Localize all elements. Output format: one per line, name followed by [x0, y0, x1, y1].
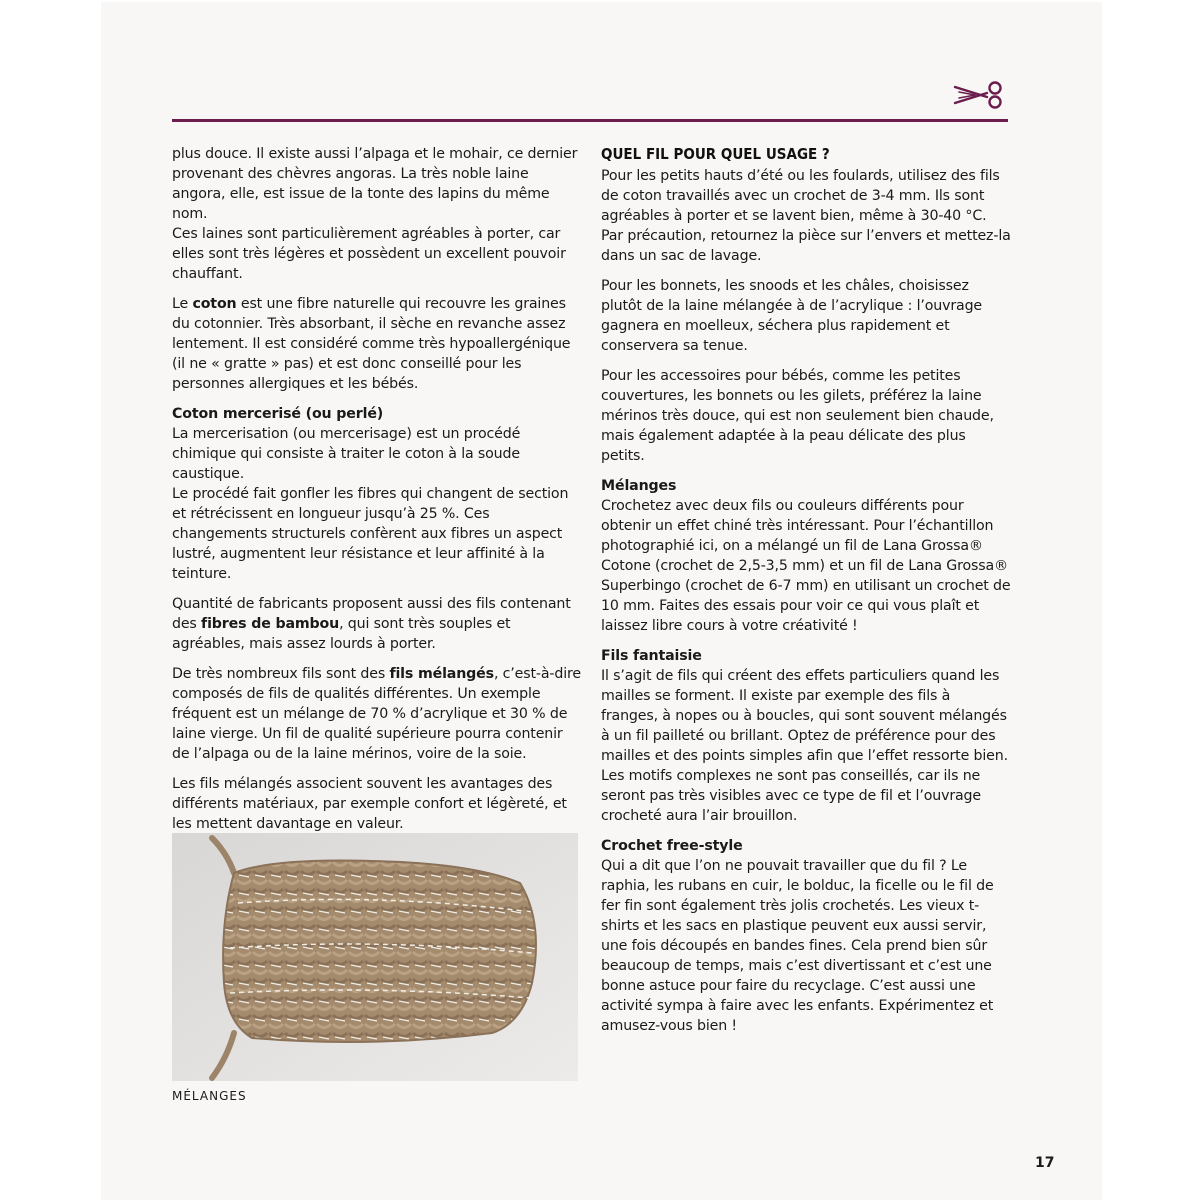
- paragraph: plus douce. Il existe aussi l’alpaga et le mohair, ce dernier provenant des chèvres angoras. La très noble laine angora, elle, est issue de la tonte des lapins du même nom. Ces laines sont particulièrement agréables à porter, car elles sont très légères et possèdent un excellent pouvoir chauffant.: [172, 146, 578, 282]
- crochet-swatch-photo: [172, 833, 578, 1081]
- page-number: 17: [1035, 1155, 1055, 1171]
- figure-caption: MÉLANGES: [172, 1089, 247, 1103]
- header-rule: [172, 119, 1008, 122]
- paragraph: Coton mercerisé (ou perlé) La mercerisation (ou mercerisage) est un procédé chimique qui consiste à traiter le coton à la soude caustique. Le procédé fait gonfler les fibres qui changent de section et rétrécissent en longueur jusqu’à 25 %. Ces changements structurels confèrent aux fibres un aspect lustré, augmentent leur résistance et leur affinité à la teinture.: [172, 404, 584, 584]
- scissors-icon: [953, 80, 1009, 110]
- subheading: Coton mercerisé (ou perlé): [172, 406, 384, 422]
- paragraph: Pour les petits hauts d’été ou les foulards, utilisez des fils de coton travaillés avec un crochet de 3-4 mm. Ils sont agréables à porter et se lavent bien, même à 30-40 °C. Par précaution, retournez la pièce sur l’envers et mettez-la dans un sac de lavage.: [601, 168, 1011, 264]
- paragraph: Pour les accessoires pour bébés, comme les petites couvertures, les bonnets ou les gilets, préférez la laine mérinos très douce, qui est non seulement bien chaude, mais également adaptée à la peau délicate des plus petits.: [601, 368, 994, 464]
- section-heading: QUEL FIL POUR QUEL USAGE ?: [601, 145, 830, 163]
- term-bambou: fibres de bambou: [201, 616, 340, 632]
- paragraph: Quantité de fabricants proposent aussi des fils contenant des fibres de bambou, qui sont très souples et agréables, mais assez lourds à porter.: [172, 596, 571, 652]
- paragraph: De très nombreux fils sont des fils mélangés, c’est-à-dire composés de fils de qualités différentes. Un exemple fréquent est un mélange de 70 % d’acrylique et 30 % de laine vierge. Un fil de qualité supérieure pourra contenir de l’alpaga ou de la laine mérinos, voire de la soie.: [172, 666, 581, 762]
- paragraph: Fils fantaisie Il s’agit de fils qui créent des effets particuliers quand les mailles se forment. Il existe par exemple des fils à franges, à nopes ou à boucles, qui sont souvent mélangés à un fil pailleté ou brillant. Optez de préférence pour des mailles et des points simples afin que l’effet ressorte bien. Les motifs complexes ne sont pas conseillés, car ils ne seront pas très visibles avec ce type de fil et l’ouvrage crocheté aura l’air brouillon.: [601, 646, 1011, 826]
- term-coton: coton: [192, 296, 237, 312]
- subheading: Crochet free-style: [601, 838, 743, 854]
- right-column: [601, 144, 1011, 1046]
- paragraph: Le coton est une fibre naturelle qui recouvre les graines du cotonnier. Très absorbant, il sèche en revanche assez lentement. Il est considéré comme très hypoallergénique (il ne « gratte » pas) et est donc conseillé pour les personnes allergiques et les bébés.: [172, 296, 571, 392]
- paragraph: Mélanges Crochetez avec deux fils ou couleurs différents pour obtenir un effet chiné très intéressant. Pour l’échantillon photographié ici, on a mélangé un fil de Lana Grossa® Cotone (crochet de 2,5-3,5 mm) et un fil de Lana Grossa® Superbingo (crochet de 6-7 mm) en utilisant un crochet de 10 mm. Faites des essais pour voir ce qui vous plaît et laissez libre cours à votre créativité !: [601, 478, 1011, 634]
- paragraph: Pour les bonnets, les snoods et les châles, choisissez plutôt de la laine mélangée à de l’acrylique : l’ouvrage gagnera en moelleux, séchera plus rapidement et conservera sa tenue.: [601, 278, 983, 354]
- subheading: Mélanges: [601, 478, 677, 494]
- subheading: Fils fantaisie: [601, 648, 702, 664]
- paragraph: Les fils mélangés associent souvent les avantages des différents matériaux, par exemple confort et légèreté, et les mettent davantage en valeur.: [172, 776, 567, 832]
- term-fils-melanges: fils mélangés: [389, 666, 494, 682]
- paragraph: Crochet free-style Qui a dit que l’on ne pouvait travailler que du fil ? Le raphia, les rubans en cuir, le bolduc, la ficelle ou le fil de fer fin sont également très jolis crochetés. Les vieux t-shirts et les sacs en plastique peuvent eux aussi servir, une fois découpés en bandes fines. Cela prend bien sûr beaucoup de temps, mais c’est divertissant et c’est une bonne astuce pour faire du recyclage. C’est aussi une activité sympa à faire avec les enfants. Expérimentez et amusez-vous bien !: [601, 836, 1011, 1036]
- left-column: [172, 144, 584, 844]
